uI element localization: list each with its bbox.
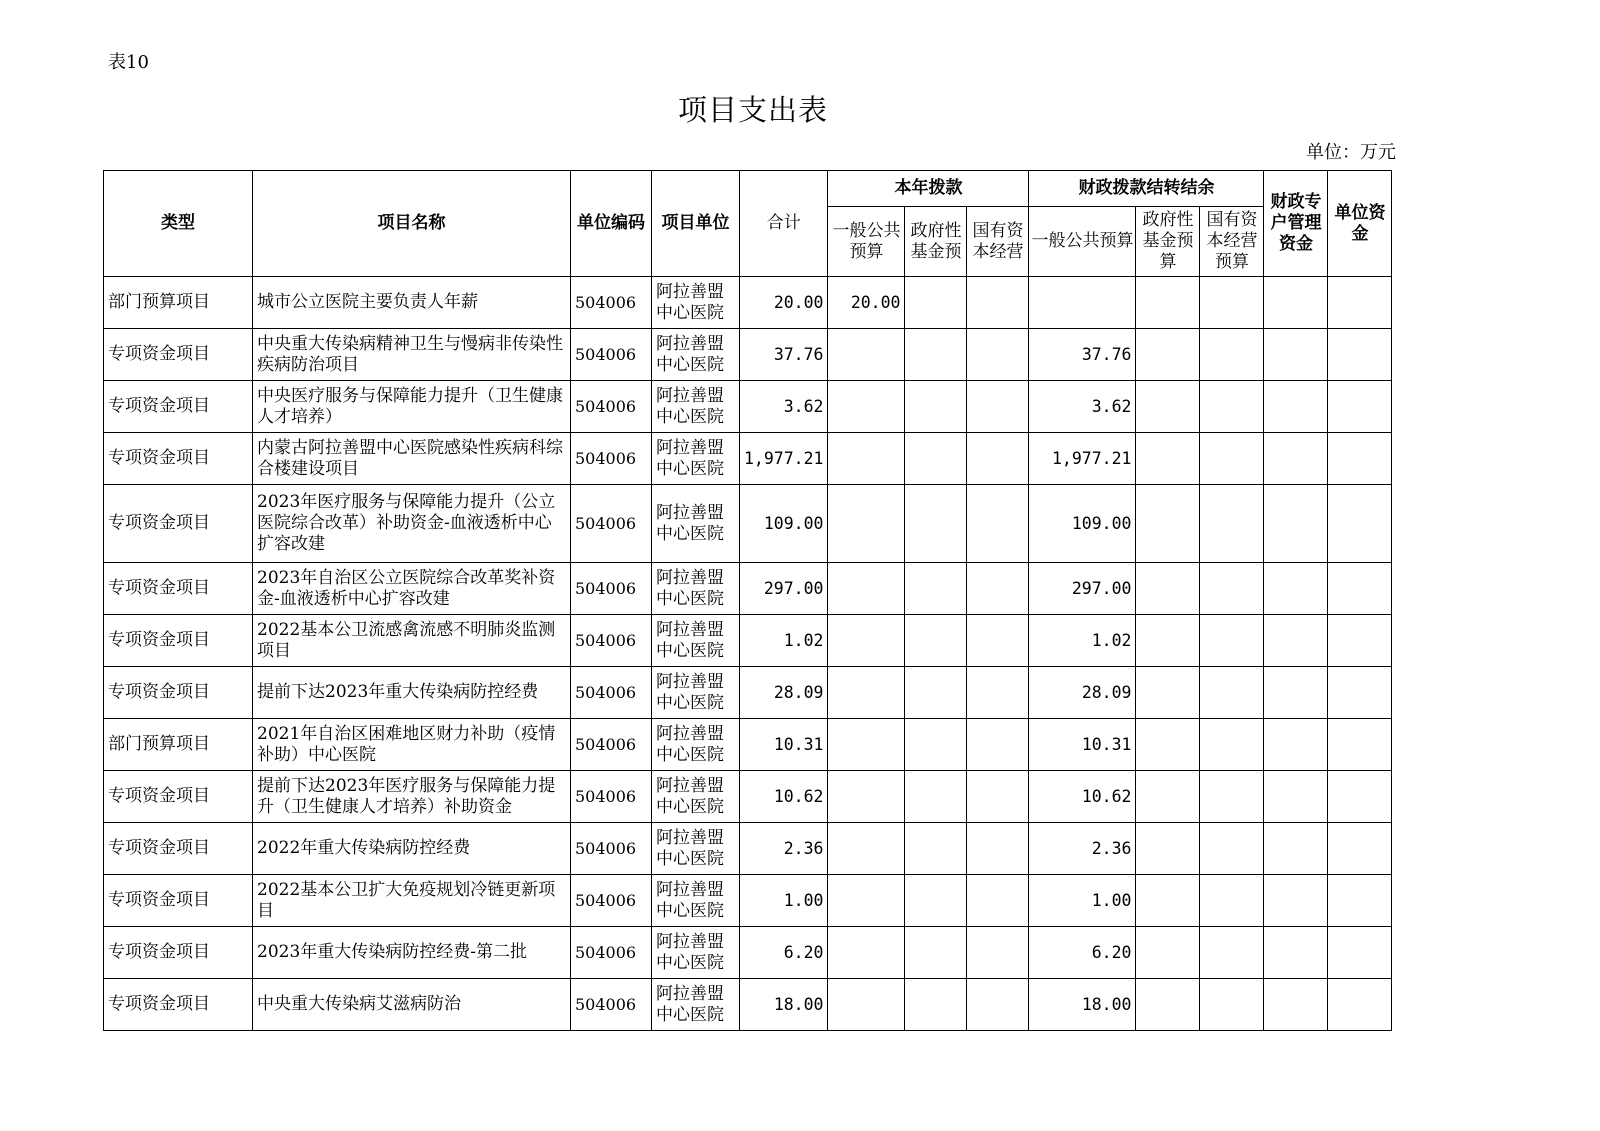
header-unit-code: 单位编码 (571, 171, 652, 277)
cell-co-general-public: 109.00 (1029, 485, 1136, 563)
cell-project-name: 2022基本公卫扩大免疫规划冷链更新项目 (253, 875, 571, 927)
cell-cy-gov-fund (905, 277, 967, 329)
cell-cy-general-public (828, 719, 905, 771)
cell-unit-funds (1328, 823, 1392, 875)
cell-cy-general-public (828, 381, 905, 433)
cell-cy-general-public (828, 823, 905, 875)
cell-cy-general-public (828, 667, 905, 719)
cell-cy-gov-fund (905, 875, 967, 927)
cell-project-unit: 阿拉善盟中心医院 (652, 823, 740, 875)
cell-type: 专项资金项目 (104, 433, 253, 485)
cell-project-unit: 阿拉善盟中心医院 (652, 563, 740, 615)
cell-co-state-capital (1200, 563, 1264, 615)
cell-unit-code: 504006 (571, 979, 652, 1031)
cell-unit-code: 504006 (571, 927, 652, 979)
cell-fiscal-special-account (1264, 563, 1328, 615)
cell-co-general-public: 10.62 (1029, 771, 1136, 823)
cell-co-general-public: 37.76 (1029, 329, 1136, 381)
cell-cy-gov-fund (905, 771, 967, 823)
cell-cy-gov-fund (905, 979, 967, 1031)
cell-unit-code: 504006 (571, 329, 652, 381)
cell-fiscal-special-account (1264, 433, 1328, 485)
cell-co-state-capital (1200, 719, 1264, 771)
cell-unit-funds (1328, 329, 1392, 381)
cell-fiscal-special-account (1264, 823, 1328, 875)
cell-cy-gov-fund (905, 329, 967, 381)
cell-cy-gov-fund (905, 823, 967, 875)
cell-unit-code: 504006 (571, 615, 652, 667)
cell-co-gov-fund (1136, 381, 1200, 433)
table-row (104, 979, 1392, 1031)
cell-type: 专项资金项目 (104, 771, 253, 823)
cell-project-name: 中央医疗服务与保障能力提升（卫生健康人才培养） (253, 381, 571, 433)
table-row (104, 433, 1392, 485)
cell-type: 部门预算项目 (104, 277, 253, 329)
table-row (104, 485, 1392, 563)
cell-project-unit: 阿拉善盟中心医院 (652, 667, 740, 719)
cell-cy-general-public (828, 433, 905, 485)
cell-cy-state-capital (967, 329, 1029, 381)
cell-co-state-capital (1200, 667, 1264, 719)
cell-co-state-capital (1200, 927, 1264, 979)
cell-unit-code: 504006 (571, 277, 652, 329)
cell-type: 专项资金项目 (104, 667, 253, 719)
cell-project-name: 2022年重大传染病防控经费 (253, 823, 571, 875)
cell-cy-gov-fund (905, 667, 967, 719)
cell-total: 20.00 (740, 277, 828, 329)
cell-type: 专项资金项目 (104, 485, 253, 563)
header-fiscal-special-account: 财政专户管理资金 (1264, 171, 1328, 277)
cell-cy-state-capital (967, 927, 1029, 979)
cell-co-general-public: 6.20 (1029, 927, 1136, 979)
cell-project-unit: 阿拉善盟中心医院 (652, 927, 740, 979)
cell-fiscal-special-account (1264, 381, 1328, 433)
cell-co-gov-fund (1136, 277, 1200, 329)
cell-cy-gov-fund (905, 433, 967, 485)
header-project-name: 项目名称 (253, 171, 571, 277)
header-co-gov-fund-budget: 政府性基金预算 (1136, 207, 1200, 277)
cell-project-name: 2021年自治区困难地区财力补助（疫情补助）中心医院 (253, 719, 571, 771)
cell-co-state-capital (1200, 771, 1264, 823)
cell-co-general-public: 1.00 (1029, 875, 1136, 927)
cell-total: 1.00 (740, 875, 828, 927)
cell-cy-gov-fund (905, 563, 967, 615)
cell-co-gov-fund (1136, 615, 1200, 667)
cell-type: 专项资金项目 (104, 329, 253, 381)
cell-co-general-public: 18.00 (1029, 979, 1136, 1031)
cell-co-gov-fund (1136, 823, 1200, 875)
cell-total: 18.00 (740, 979, 828, 1031)
cell-unit-funds (1328, 771, 1392, 823)
unit-label: 单位：万元 (1306, 142, 1396, 163)
table-number: 表10 (108, 52, 149, 73)
cell-cy-general-public (828, 875, 905, 927)
cell-co-general-public: 1.02 (1029, 615, 1136, 667)
header-cy-general-public-budget: 一般公共预算 (828, 207, 905, 277)
cell-co-state-capital (1200, 381, 1264, 433)
cell-project-unit: 阿拉善盟中心医院 (652, 381, 740, 433)
cell-cy-general-public (828, 615, 905, 667)
table-row (104, 875, 1392, 927)
cell-total: 10.31 (740, 719, 828, 771)
cell-cy-state-capital (967, 771, 1029, 823)
cell-unit-funds (1328, 563, 1392, 615)
cell-project-name: 2023年自治区公立医院综合改革奖补资金-血液透析中心扩容改建 (253, 563, 571, 615)
cell-project-name: 提前下达2023年医疗服务与保障能力提升（卫生健康人才培养）补助资金 (253, 771, 571, 823)
cell-co-gov-fund (1136, 433, 1200, 485)
cell-total: 2.36 (740, 823, 828, 875)
cell-co-gov-fund (1136, 329, 1200, 381)
cell-unit-code: 504006 (571, 563, 652, 615)
cell-project-unit: 阿拉善盟中心医院 (652, 875, 740, 927)
cell-unit-code: 504006 (571, 771, 652, 823)
cell-co-state-capital (1200, 329, 1264, 381)
cell-total: 297.00 (740, 563, 828, 615)
cell-cy-state-capital (967, 563, 1029, 615)
cell-cy-state-capital (967, 485, 1029, 563)
header-current-year-appropriation: 本年拨款 (828, 171, 1029, 207)
cell-cy-state-capital (967, 615, 1029, 667)
cell-co-general-public: 10.31 (1029, 719, 1136, 771)
cell-project-unit: 阿拉善盟中心医院 (652, 615, 740, 667)
cell-cy-gov-fund (905, 485, 967, 563)
cell-project-name: 提前下达2023年重大传染病防控经费 (253, 667, 571, 719)
header-unit-funds: 单位资金 (1328, 171, 1392, 277)
cell-cy-gov-fund (905, 615, 967, 667)
cell-project-unit: 阿拉善盟中心医院 (652, 719, 740, 771)
table-row (104, 823, 1392, 875)
cell-co-general-public: 297.00 (1029, 563, 1136, 615)
cell-project-unit: 阿拉善盟中心医院 (652, 277, 740, 329)
cell-project-unit: 阿拉善盟中心医院 (652, 433, 740, 485)
cell-project-unit: 阿拉善盟中心医院 (652, 329, 740, 381)
cell-total: 28.09 (740, 667, 828, 719)
cell-cy-state-capital (967, 277, 1029, 329)
cell-cy-state-capital (967, 875, 1029, 927)
cell-fiscal-special-account (1264, 719, 1328, 771)
cell-unit-code: 504006 (571, 719, 652, 771)
cell-unit-code: 504006 (571, 875, 652, 927)
cell-co-state-capital (1200, 823, 1264, 875)
cell-unit-funds (1328, 979, 1392, 1031)
cell-fiscal-special-account (1264, 979, 1328, 1031)
cell-cy-state-capital (967, 823, 1029, 875)
cell-project-name: 2023年重大传染病防控经费-第二批 (253, 927, 571, 979)
cell-co-gov-fund (1136, 719, 1200, 771)
cell-type: 专项资金项目 (104, 381, 253, 433)
cell-cy-general-public: 20.00 (828, 277, 905, 329)
cell-cy-state-capital (967, 433, 1029, 485)
table-row (104, 615, 1392, 667)
cell-co-state-capital (1200, 433, 1264, 485)
table-row (104, 719, 1392, 771)
cell-cy-gov-fund (905, 927, 967, 979)
cell-cy-general-public (828, 329, 905, 381)
cell-fiscal-special-account (1264, 771, 1328, 823)
cell-co-general-public: 2.36 (1029, 823, 1136, 875)
cell-unit-code: 504006 (571, 433, 652, 485)
cell-total: 1.02 (740, 615, 828, 667)
table-row (104, 329, 1392, 381)
cell-unit-code: 504006 (571, 485, 652, 563)
cell-co-state-capital (1200, 277, 1264, 329)
cell-co-state-capital (1200, 485, 1264, 563)
cell-co-state-capital (1200, 979, 1264, 1031)
cell-total: 10.62 (740, 771, 828, 823)
table-row (104, 771, 1392, 823)
header-type: 类型 (104, 171, 253, 277)
cell-project-name: 城市公立医院主要负责人年薪 (253, 277, 571, 329)
cell-fiscal-special-account (1264, 615, 1328, 667)
cell-co-general-public: 1,977.21 (1029, 433, 1136, 485)
cell-cy-general-public (828, 771, 905, 823)
project-expenditure-table (103, 170, 1392, 1031)
cell-cy-general-public (828, 485, 905, 563)
cell-cy-state-capital (967, 667, 1029, 719)
header-co-general-public-budget: 一般公共预算 (1029, 207, 1136, 277)
cell-unit-funds (1328, 277, 1392, 329)
header-co-state-capital-budget: 国有资本经营预算 (1200, 207, 1264, 277)
cell-cy-general-public (828, 927, 905, 979)
cell-project-name: 2022基本公卫流感禽流感不明肺炎监测项目 (253, 615, 571, 667)
cell-unit-funds (1328, 485, 1392, 563)
cell-co-gov-fund (1136, 563, 1200, 615)
cell-fiscal-special-account (1264, 277, 1328, 329)
cell-unit-code: 504006 (571, 823, 652, 875)
page-title: 项目支出表 (677, 93, 828, 127)
cell-total: 37.76 (740, 329, 828, 381)
cell-unit-funds (1328, 875, 1392, 927)
cell-fiscal-special-account (1264, 667, 1328, 719)
cell-co-gov-fund (1136, 927, 1200, 979)
cell-project-unit: 阿拉善盟中心医院 (652, 979, 740, 1031)
cell-project-name: 2023年医疗服务与保障能力提升（公立医院综合改革）补助资金-血液透析中心扩容改建 (253, 485, 571, 563)
cell-cy-state-capital (967, 979, 1029, 1031)
cell-unit-code: 504006 (571, 381, 652, 433)
header-carryover-balance: 财政拨款结转结余 (1029, 171, 1264, 207)
cell-total: 6.20 (740, 927, 828, 979)
cell-co-gov-fund (1136, 485, 1200, 563)
cell-total: 109.00 (740, 485, 828, 563)
cell-total: 1,977.21 (740, 433, 828, 485)
cell-unit-funds (1328, 719, 1392, 771)
cell-co-general-public (1029, 277, 1136, 329)
cell-type: 专项资金项目 (104, 927, 253, 979)
table-row (104, 667, 1392, 719)
cell-co-general-public: 3.62 (1029, 381, 1136, 433)
cell-unit-funds (1328, 615, 1392, 667)
cell-cy-gov-fund (905, 719, 967, 771)
cell-fiscal-special-account (1264, 485, 1328, 563)
table-row (104, 381, 1392, 433)
cell-co-state-capital (1200, 875, 1264, 927)
cell-project-unit: 阿拉善盟中心医院 (652, 485, 740, 563)
table-row (104, 277, 1392, 329)
cell-co-gov-fund (1136, 771, 1200, 823)
header-project-unit: 项目单位 (652, 171, 740, 277)
table-row (104, 927, 1392, 979)
cell-type: 专项资金项目 (104, 615, 253, 667)
cell-unit-funds (1328, 927, 1392, 979)
cell-co-general-public: 28.09 (1029, 667, 1136, 719)
cell-unit-funds (1328, 381, 1392, 433)
cell-project-name: 中央重大传染病艾滋病防治 (253, 979, 571, 1031)
cell-co-gov-fund (1136, 875, 1200, 927)
cell-project-name: 中央重大传染病精神卫生与慢病非传染性疾病防治项目 (253, 329, 571, 381)
cell-unit-funds (1328, 433, 1392, 485)
cell-fiscal-special-account (1264, 875, 1328, 927)
cell-co-gov-fund (1136, 979, 1200, 1031)
cell-fiscal-special-account (1264, 927, 1328, 979)
cell-type: 部门预算项目 (104, 719, 253, 771)
cell-cy-state-capital (967, 719, 1029, 771)
table-row (104, 563, 1392, 615)
cell-cy-general-public (828, 563, 905, 615)
cell-unit-code: 504006 (571, 667, 652, 719)
cell-cy-state-capital (967, 381, 1029, 433)
header-cy-state-capital-budget: 国有资本经营 (967, 207, 1029, 277)
cell-cy-general-public (828, 979, 905, 1031)
cell-type: 专项资金项目 (104, 979, 253, 1031)
cell-type: 专项资金项目 (104, 823, 253, 875)
header-total: 合计 (740, 171, 828, 277)
cell-co-state-capital (1200, 615, 1264, 667)
cell-co-gov-fund (1136, 667, 1200, 719)
cell-project-unit: 阿拉善盟中心医院 (652, 771, 740, 823)
cell-type: 专项资金项目 (104, 563, 253, 615)
cell-total: 3.62 (740, 381, 828, 433)
header-cy-gov-fund-budget: 政府性基金预 (905, 207, 967, 277)
cell-type: 专项资金项目 (104, 875, 253, 927)
cell-project-name: 内蒙古阿拉善盟中心医院感染性疾病科综合楼建设项目 (253, 433, 571, 485)
cell-fiscal-special-account (1264, 329, 1328, 381)
cell-cy-gov-fund (905, 381, 967, 433)
cell-unit-funds (1328, 667, 1392, 719)
